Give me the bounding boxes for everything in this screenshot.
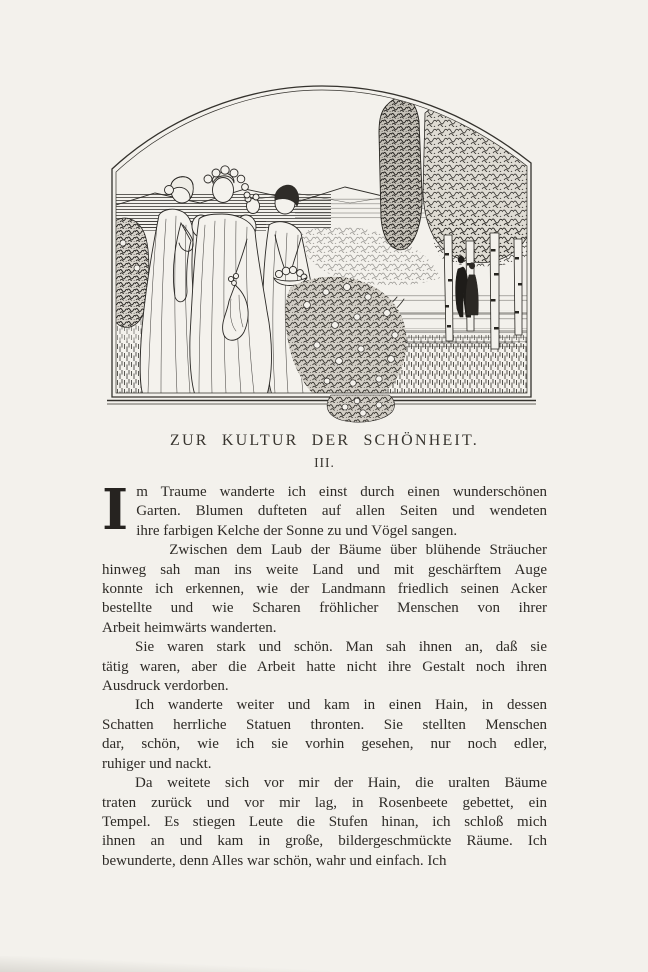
- text-line: ihnen an und kam in große, bildergeschmückte Räume. Ich: [102, 833, 547, 850]
- text-line: bewunderte, denn Alles war schön, wahr und einfach. Ich: [102, 852, 447, 869]
- text-line: bestellte und wie Scharen fröhlicher Menschen von ihrer: [102, 600, 547, 617]
- text-line: m Traume wanderte ich einst durch einen wunderschönen: [136, 484, 547, 500]
- text-line: Zwischen dem Laub der Bäume über blühende Sträucher: [169, 542, 547, 559]
- text-line: traten zurück und vor mir lag, in Rosenbeete gebettet, ein: [102, 794, 547, 811]
- paragraph: [102, 696, 547, 774]
- page-title: ZUR KULTUR DER SCHÖNHEIT.: [170, 432, 479, 449]
- text-line: konnte ich erkennen, wie der Landmann friedlich seinen Acker: [102, 581, 547, 598]
- text-line: Tempel. Es stiegen Leute die Stufen hinan, ich schloß mich: [102, 813, 547, 830]
- text-line: Garten. Blumen dufteten auf allen Seiten und wendeten: [136, 503, 547, 520]
- paragraph: [102, 638, 547, 696]
- drop-cap-initial: I: [102, 477, 129, 543]
- paragraph: [102, 541, 547, 638]
- garden-illustration: [95, 73, 545, 425]
- paragraph: [102, 774, 547, 871]
- text-line: ihre farbigen Kelche der Sonne zu und Vögel sangen.: [136, 522, 458, 539]
- text-line: Da weitete sich vor mir der Hain, die uralten Bäume: [135, 775, 547, 792]
- paragraph: [102, 477, 547, 543]
- text-line: hinweg sah man ins weite Land und mit geschärftem Auge: [102, 561, 547, 578]
- text-line: Schatten herrliche Statuen thronten. Sie stellten Menschen: [102, 716, 547, 733]
- text-line: Ich wanderte weiter und kam in einen Hain, in dessen: [135, 697, 547, 714]
- text-column: [102, 431, 547, 871]
- text-line: ruhiger und nackt.: [102, 755, 212, 772]
- body-text: [102, 477, 547, 871]
- text-line: dar, schön, wie ich sie vorhin gesehen, nur noch edler,: [102, 736, 547, 753]
- text-line: tätig waren, aber die Arbeit hatte nicht ihre Gestalt noch ihren: [102, 658, 547, 675]
- text-line: Sie waren stark und schön. Man sah ihnen an, daß sie: [135, 639, 547, 656]
- chapter-number: III.: [314, 455, 335, 470]
- text-line: Arbeit heimwärts wanderten.: [102, 619, 277, 636]
- text-line: Ausdruck verdorben.: [102, 678, 229, 695]
